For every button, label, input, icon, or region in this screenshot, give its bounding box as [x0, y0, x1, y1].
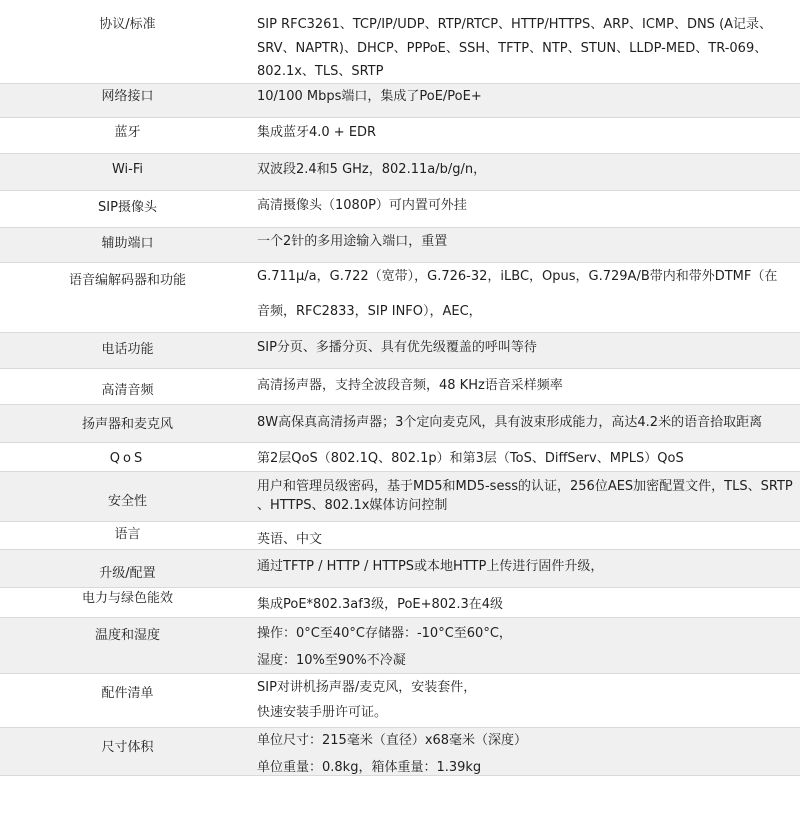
spec-value-line: 单位尺寸：215毫米（直径）x68毫米（深度）: [257, 733, 528, 748]
spec-value-line: 英语、中文: [257, 532, 323, 547]
spec-row: [0, 263, 800, 333]
spec-value-line: 高清扬声器，支持全波段音频，48 KHz语音采样频率: [257, 378, 563, 393]
spec-row: [0, 618, 800, 674]
spec-label: SIP摄像头: [98, 200, 157, 215]
spec-label: 温度和湿度: [94, 628, 160, 643]
spec-label: QoS: [109, 451, 146, 466]
spec-row: [0, 443, 800, 472]
spec-value-line: 一个2针的多用途输入端口，重置: [257, 234, 448, 249]
spec-value-line: 集成蓝牙4.0 + EDR: [257, 125, 377, 140]
spec-value-line: 通过TFTP / HTTP / HTTPS或本地HTTP上传进行固件升级，: [257, 559, 604, 574]
spec-row: [0, 405, 800, 443]
spec-value-line: SRV、NAPTR)、DHCP、PPPoE、SSH、TFTP、NTP、STUN、LLDP-MED、TR-069、: [257, 41, 768, 56]
spec-value-line: 操作：0°C至40°C存储器：-10°C至60°C，: [257, 626, 512, 641]
spec-label: 语言: [114, 527, 141, 542]
spec-row: [0, 333, 800, 369]
spec-label: 协议/标准: [99, 17, 156, 32]
spec-value-line: 湿度：10%至90%不冷凝: [257, 653, 406, 668]
spec-value-line: 单位重量：0.8kg，箱体重量：1.39kg: [257, 760, 482, 775]
spec-value-line: 、HTTPS、802.1x媒体访问控制: [257, 498, 448, 513]
spec-label: 网络接口: [101, 89, 154, 104]
spec-label: 高清音频: [101, 383, 154, 398]
spec-row: [0, 550, 800, 588]
spec-value-line: 快速安装手册许可证。: [257, 705, 388, 720]
spec-value-line: SIP对讲机扬声器/麦克风，安装套件，: [257, 680, 477, 695]
spec-label: Wi-Fi: [111, 162, 143, 177]
spec-row: [0, 84, 800, 118]
spec-row: [0, 588, 800, 618]
spec-row: [0, 0, 800, 84]
spec-label: 电话功能: [101, 342, 154, 357]
spec-label: 尺寸体积: [101, 740, 154, 755]
spec-label: 扬声器和麦克风: [81, 417, 173, 432]
spec-value-line: 高清摄像头（1080P）可内置可外挂: [257, 198, 467, 213]
spec-value-line: 802.1x、TLS、SRTP: [257, 64, 384, 79]
spec-row: [0, 191, 800, 228]
spec-row: [0, 118, 800, 154]
spec-value-line: 音频，RFC2833，SIP INFO），AEC，: [257, 304, 482, 319]
spec-row: [0, 228, 800, 263]
spec-label: 蓝牙: [114, 125, 141, 140]
spec-row: [0, 728, 800, 776]
spec-value-line: 8W高保真高清扬声器；3个定向麦克风，具有波束形成能力，高达4.2米的语音拾取距离: [257, 415, 763, 430]
spec-value-line: SIP RFC3261、TCP/IP/UDP、RTP/RTCP、HTTP/HTTPS、ARP、ICMP、DNS (A记录、: [257, 17, 773, 32]
spec-value-line: 双波段2.4和5 GHz，802.11a/b/g/n，: [257, 162, 487, 177]
spec-label: 配件清单: [101, 686, 154, 701]
spec-label: 辅助端口: [101, 236, 154, 251]
spec-value-line: G.711μ/a，G.722（宽带），G.726-32，iLBC，Opus，G.729A/B带内和带外DTMF（在: [257, 269, 778, 284]
spec-value-line: 第2层QoS（802.1Q、802.1p）和第3层（ToS、DiffServ、MPLS）QoS: [257, 451, 684, 466]
spec-label: 安全性: [107, 494, 147, 509]
spec-label: 升级/配置: [99, 566, 156, 581]
spec-value-line: SIP分页、多播分页、具有优先级覆盖的呼叫等待: [257, 340, 537, 355]
spec-row: [0, 472, 800, 522]
spec-label: 电力与绿色能效: [81, 591, 173, 606]
spec-label: 语音编解码器和功能: [68, 273, 186, 288]
spec-value-line: 10/100 Mbps端口，集成了PoE/PoE+: [257, 89, 482, 104]
spec-row: [0, 154, 800, 191]
spec-row: [0, 522, 800, 550]
spec-row: [0, 369, 800, 405]
spec-row: [0, 674, 800, 728]
spec-value-line: 用户和管理员级密码，基于MD5和MD5-sess的认证，256位AES加密配置文件，TLS、SRTP: [257, 479, 793, 494]
spec-value-line: 集成PoE*802.3af3级，PoE+802.3在4级: [257, 597, 503, 612]
